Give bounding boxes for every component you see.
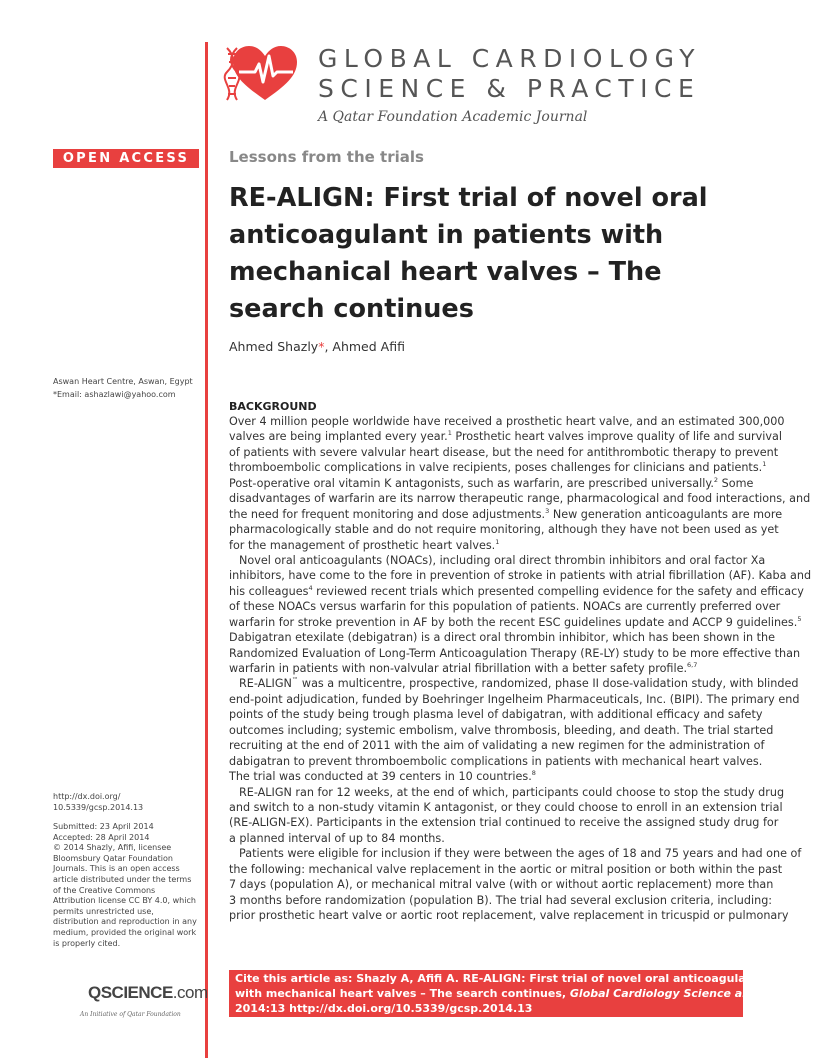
publisher-logo[interactable] bbox=[88, 983, 208, 1003]
open-access-badge: OPEN ACCESS bbox=[53, 149, 199, 168]
body-text: Randomized Evaluation of Long-Term Anticoagulation Therapy (RE-LY) study to be more effective than bbox=[229, 646, 801, 660]
doi-block bbox=[53, 792, 203, 813]
citation-box bbox=[229, 970, 829, 1017]
body-text: thromboembolic complications in valve recipients, poses challenges for clinicians and patients. bbox=[229, 461, 763, 475]
publisher-name: QSCIENCE bbox=[88, 983, 173, 1002]
doi-link-line[interactable]: http://dx.doi.org/ bbox=[53, 792, 121, 801]
citation-text: with mechanical heart valves – The search continues, bbox=[235, 987, 570, 1000]
body-line bbox=[229, 754, 763, 769]
body-line bbox=[229, 877, 774, 892]
body-text: dabigatran to prevent thromboembolic complications in patients with mechanical heart valves. bbox=[229, 754, 763, 768]
body-line bbox=[229, 893, 773, 908]
body-line bbox=[229, 831, 749, 846]
body-line bbox=[229, 414, 785, 429]
body-line bbox=[229, 707, 763, 722]
body-line bbox=[229, 553, 766, 568]
author-list bbox=[229, 339, 405, 354]
reference-marker[interactable]: 1 bbox=[495, 537, 500, 546]
body-text: Prosthetic heart valves improve quality of life and survival bbox=[451, 430, 782, 444]
license-line: Bloomsbury Qatar Foundation bbox=[53, 853, 173, 863]
body-text: inhibitors, have come to the fore in prevention of stroke in patients with atrial fibrillation (AF). Kaba and bbox=[229, 569, 812, 583]
license-line: is properly cited. bbox=[53, 938, 121, 948]
body-text: points of the study being trough plasma level of dabigatran, with additional efficacy and safety bbox=[229, 708, 763, 722]
body-text: prior prosthetic heart valve or aortic root replacement, valve replacement in tricuspid or pulmonary bbox=[229, 909, 789, 922]
body-text: recruiting at the end of 2011 with the aim of validating a new regimen for the administration of bbox=[229, 739, 765, 753]
body-text: and switch to a non-study vitamin K antagonist, or they could choose to enroll in an extension trial bbox=[229, 800, 783, 814]
body-line bbox=[229, 676, 799, 691]
body-line bbox=[229, 769, 749, 784]
body-text: warfarin in patients with non-valvular atrial fibrillation with a better safety profile. bbox=[229, 662, 688, 675]
body-text: outcomes including; systemic embolism, valve thrombosis, bleeding, and death. The trial started bbox=[229, 723, 774, 737]
red-vertical-rule bbox=[205, 42, 208, 1058]
doi-link-line[interactable]: 10.5339/gcsp.2014.13 bbox=[53, 802, 144, 812]
body-line bbox=[229, 738, 765, 753]
submitted-date: Submitted: 23 April 2014 bbox=[53, 822, 154, 831]
reference-marker[interactable]: 5 bbox=[797, 614, 802, 623]
body-line bbox=[229, 661, 749, 676]
article-title bbox=[229, 180, 769, 328]
body-line bbox=[229, 445, 779, 460]
body-text: a planned interval of up to 84 months. bbox=[229, 831, 445, 845]
citation-journal: Global Cardiology Science and Practice bbox=[569, 987, 812, 1000]
body-line bbox=[229, 429, 782, 444]
body-text: The trial was conducted at 39 centers in 10 countries. bbox=[229, 770, 532, 784]
reference-marker[interactable]: 3 bbox=[545, 506, 550, 515]
reference-marker[interactable]: 2 bbox=[713, 475, 719, 484]
body-text: warfarin for stroke prevention in AF by both the recent ESC guidelines update and ACCP 9 guidelines. bbox=[229, 615, 798, 629]
affiliation-institution: Aswan Heart Centre, Aswan, Egypt bbox=[53, 377, 193, 386]
body-text: 7 days (population A), or mechanical mitral valve (with or without aortic replacement) more than bbox=[229, 878, 774, 892]
reference-marker[interactable]: 1 bbox=[447, 429, 452, 438]
citation-doi-link[interactable]: http://dx.doi.org/10.5339/gcsp.2014.13 bbox=[285, 1002, 533, 1015]
body-text: the need for frequent monitoring and dose adjustments. bbox=[229, 507, 546, 521]
author-name[interactable]: Ahmed Afifi bbox=[332, 339, 405, 354]
affiliation-email[interactable]: *Email: ashazlawi@yahoo.com bbox=[53, 390, 176, 399]
license-line: © 2014 Shazly, Afifi, licensee bbox=[53, 843, 172, 853]
background-heading: BACKGROUND bbox=[229, 400, 317, 413]
heart-dna-logo-icon bbox=[225, 42, 299, 106]
license-line: article distributed under the terms bbox=[53, 874, 192, 884]
title-line: anticoagulant in patients with bbox=[229, 220, 664, 250]
body-text: of patients with severe valvular heart disease, but the need for antithrombotic therapy to prevent bbox=[229, 445, 779, 459]
body-line bbox=[229, 846, 802, 861]
citation-volume: 2014:13 bbox=[235, 1002, 286, 1015]
body-line bbox=[229, 908, 789, 923]
body-line bbox=[229, 475, 754, 491]
license-line: distribution and reproduction in any bbox=[53, 917, 197, 927]
license-line: Attribution license CC BY 4.0, which bbox=[53, 896, 196, 906]
body-text: for the management of prosthetic heart valves. bbox=[229, 538, 496, 552]
body-line bbox=[229, 568, 812, 583]
body-text: 3 months before randomization (population B). The trial had several exclusion criteria, including: bbox=[229, 893, 773, 907]
body-text: Novel oral anticoagulants (NOACs), including oral direct thrombin inhibitors and oral factor Xa bbox=[239, 553, 766, 567]
body-text: reviewed recent trials which presented compelling evidence for the safety and efficacy bbox=[312, 584, 804, 598]
body-line bbox=[229, 785, 785, 800]
reference-marker[interactable]: 4 bbox=[308, 583, 313, 592]
title-line: search continues bbox=[229, 294, 474, 324]
body-text: of these NOACs versus warfarin for this population of patients. NOACs are currently preferred over bbox=[229, 600, 781, 614]
body-text: RE-ALIGN ran for 12 weeks, at the end of which, participants could choose to stop the study drug bbox=[239, 785, 785, 799]
body-text: disadvantages of warfarin are its narrow therapeutic range, pharmacological and food interactions, and bbox=[229, 492, 811, 506]
body-line bbox=[229, 599, 781, 614]
journal-name-line2: SCIENCE & PRACTICE bbox=[318, 74, 701, 103]
license-line: of the Creative Commons bbox=[53, 885, 156, 895]
journal-tagline: A Qatar Foundation Academic Journal bbox=[318, 109, 588, 125]
body-line bbox=[229, 630, 776, 645]
citation-line: Cite this article as: Shazly A, Afifi A. RE-ALIGN: First trial of novel oral anticoagulant in patients bbox=[235, 972, 829, 985]
body-text: valves are being implanted every year. bbox=[229, 430, 448, 444]
body-text: his colleagues bbox=[229, 584, 309, 598]
body-text: Post-operative oral vitamin K antagonists, such as warfarin, are prescribed universally. bbox=[229, 476, 714, 490]
title-line: RE-ALIGN: First trial of novel oral bbox=[229, 183, 708, 213]
body-line bbox=[229, 862, 783, 877]
body-text: Over 4 million people worldwide have received a prosthetic heart valve, and an estimated 300,000 bbox=[229, 415, 785, 428]
body-line bbox=[229, 506, 783, 522]
article-body bbox=[229, 414, 812, 923]
publisher-tagline: An Initiative of Qatar Foundation bbox=[80, 1011, 181, 1018]
reference-marker[interactable]: 6,7 bbox=[687, 661, 698, 669]
journal-name-line1: GLOBAL CARDIOLOGY bbox=[318, 44, 702, 73]
body-text: end-point adjudication, funded by Boehringer Ingelheim Pharmaceuticals, Inc. (BIPI). The primary end bbox=[229, 692, 800, 706]
body-line bbox=[229, 692, 800, 707]
license-line: Journals. This is an open access bbox=[53, 864, 180, 874]
body-line bbox=[229, 583, 804, 599]
dates-block bbox=[53, 822, 203, 949]
author-separator: , bbox=[324, 339, 333, 354]
body-text: was a multicentre, prospective, randomized, phase II dose-validation study, with blinded bbox=[298, 677, 799, 691]
reference-marker[interactable]: ™ bbox=[291, 676, 299, 685]
body-text: the following: mechanical valve replacement in the aortic or mitral position or both within the past bbox=[229, 862, 783, 876]
body-line bbox=[229, 815, 779, 830]
body-text: Patients were eligible for inclusion if they were between the ages of 18 and 75 years and had one of bbox=[239, 847, 802, 861]
license-line: medium, provided the original work bbox=[53, 927, 197, 937]
body-text: New generation anticoagulants are more bbox=[549, 507, 783, 521]
body-line bbox=[229, 460, 767, 475]
body-line bbox=[229, 491, 811, 506]
section-label: Lessons from the trials bbox=[229, 148, 424, 166]
citation-line bbox=[235, 986, 812, 1001]
body-line bbox=[229, 614, 802, 630]
author-name[interactable]: Ahmed Shazly bbox=[229, 339, 319, 354]
license-line: permits unrestricted use, bbox=[53, 906, 154, 916]
publisher-suffix: .com bbox=[172, 983, 208, 1002]
title-line: mechanical heart valves – The bbox=[229, 257, 662, 287]
reference-marker[interactable]: 8 bbox=[531, 769, 536, 778]
corresponding-marker: * bbox=[318, 339, 325, 354]
body-line bbox=[229, 538, 749, 553]
accepted-date: Accepted: 28 April 2014 bbox=[53, 832, 150, 842]
body-text: (RE-ALIGN-EX). Participants in the extension trial continued to receive the assigned study drug for bbox=[229, 816, 779, 830]
body-line bbox=[229, 646, 801, 661]
body-text: Some bbox=[718, 476, 754, 490]
body-line bbox=[229, 723, 774, 738]
body-text: pharmacologically stable and do not require monitoring, although they have not been used as yet bbox=[229, 523, 779, 537]
body-line bbox=[229, 522, 779, 537]
body-line bbox=[229, 800, 783, 815]
body-text: RE-ALIGN bbox=[239, 677, 292, 691]
body-text: Dabigatran etexilate (debigatran) is a direct oral thrombin inhibitor, which has been shown in the bbox=[229, 631, 776, 645]
reference-marker[interactable]: 1 bbox=[762, 460, 767, 469]
citation-line bbox=[235, 1001, 737, 1016]
